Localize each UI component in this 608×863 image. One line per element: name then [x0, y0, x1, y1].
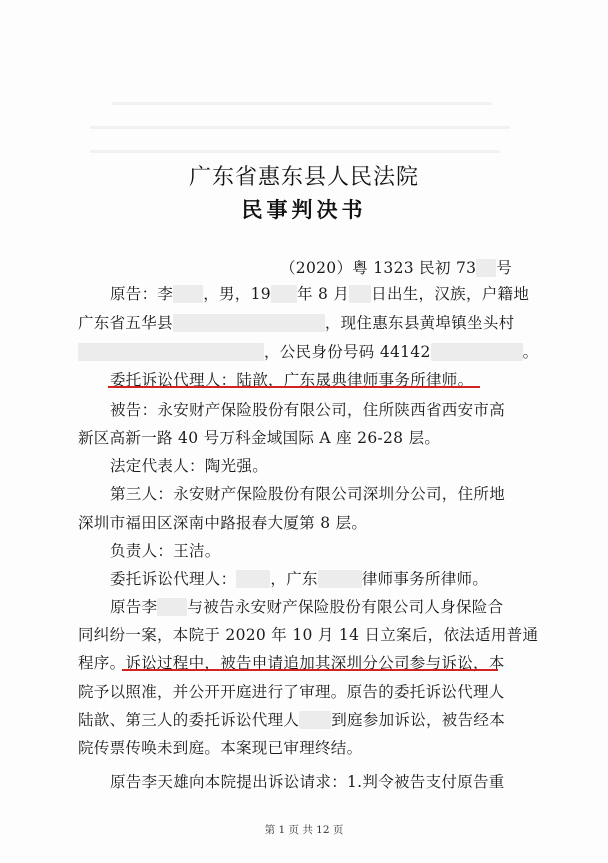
court-name: 广东省惠东县人民法院 — [188, 165, 419, 190]
red-underline — [108, 386, 480, 388]
redaction-mask — [476, 259, 496, 277]
third-party-agent: 委托诉讼代理人： ，广东 律师事务所律师。 — [110, 570, 489, 588]
third-party-line-1: 第三人：永安财产保险股份有限公司深圳分公司，住所地 — [110, 485, 506, 503]
plaintiff-line-3: ，公民身份号码 44142 。 — [78, 340, 538, 362]
body-line-1: 原告李 与被告永安财产保险股份有限公司人身保险合 — [110, 598, 504, 616]
redaction-mask — [271, 285, 297, 303]
redaction-mask — [78, 343, 264, 361]
redaction-mask — [173, 285, 203, 303]
plaintiff-agent: 委托诉讼代理人：陆歆，广东晟典律师事务所律师。 — [110, 371, 474, 389]
redaction-mask — [318, 570, 362, 588]
red-underline — [122, 669, 498, 671]
page-footer: 第 1 页 共 12 页 — [264, 824, 344, 836]
redaction-mask — [157, 598, 187, 616]
plaintiff-line-2: 广东省五华县 ，现住惠东县黄埠镇坐头村 — [78, 314, 515, 332]
redaction-mask — [431, 343, 523, 361]
bleed-through-line — [112, 102, 492, 105]
redaction-mask — [173, 314, 325, 332]
person-in-charge: 负责人：王洁。 — [110, 542, 221, 560]
third-party-line-2: 深圳市福田区深南中路报春大厦第 8 层。 — [78, 514, 368, 532]
defendant-line-1: 被告：永安财产保险股份有限公司，住所陕西省西安市高 — [110, 401, 506, 419]
bleed-through-line — [90, 126, 510, 129]
document-type: 民事判决书 — [241, 197, 367, 222]
defendant-line-2: 新区高新一路 40 号万科金域国际 A 座 26-28 层。 — [78, 429, 441, 447]
plaintiff-line-1: 原告：李 ，男，19 年 8 月 日出生，汉族，户籍地 — [110, 285, 530, 303]
redaction-mask — [236, 570, 270, 588]
redaction-mask — [299, 711, 331, 729]
highlighted-sentence: 诉讼过程中，被告申请追加其深圳分公司参与诉讼 — [125, 654, 474, 672]
body-line-6: 院传票传唤未到庭。本案现已审理终结。 — [78, 739, 363, 757]
body-line-2: 同纠纷一案，本院于 2020 年 10 月 14 日立案后，依法适用普通 — [78, 626, 539, 644]
body-line-3: 程序。诉讼过程中，被告申请追加其深圳分公司参与诉讼，本 — [78, 654, 505, 672]
case-number: （2020）粤 1323 民初 73 号 — [280, 259, 513, 277]
body-line-4: 院予以照准，并公开开庭进行了审理。原告的委托诉讼代理人 — [78, 683, 505, 701]
legal-representative: 法定代表人：陶光强。 — [110, 457, 269, 475]
bleed-through-line — [90, 150, 500, 153]
body-line-5: 陆歆、第三人的委托诉讼代理人 到庭参加诉讼，被告经本 — [78, 711, 506, 729]
body-line-7: 原告李天雄向本院提出诉讼请求：1.判令被告支付原告重 — [110, 773, 505, 791]
redaction-mask — [349, 285, 371, 303]
